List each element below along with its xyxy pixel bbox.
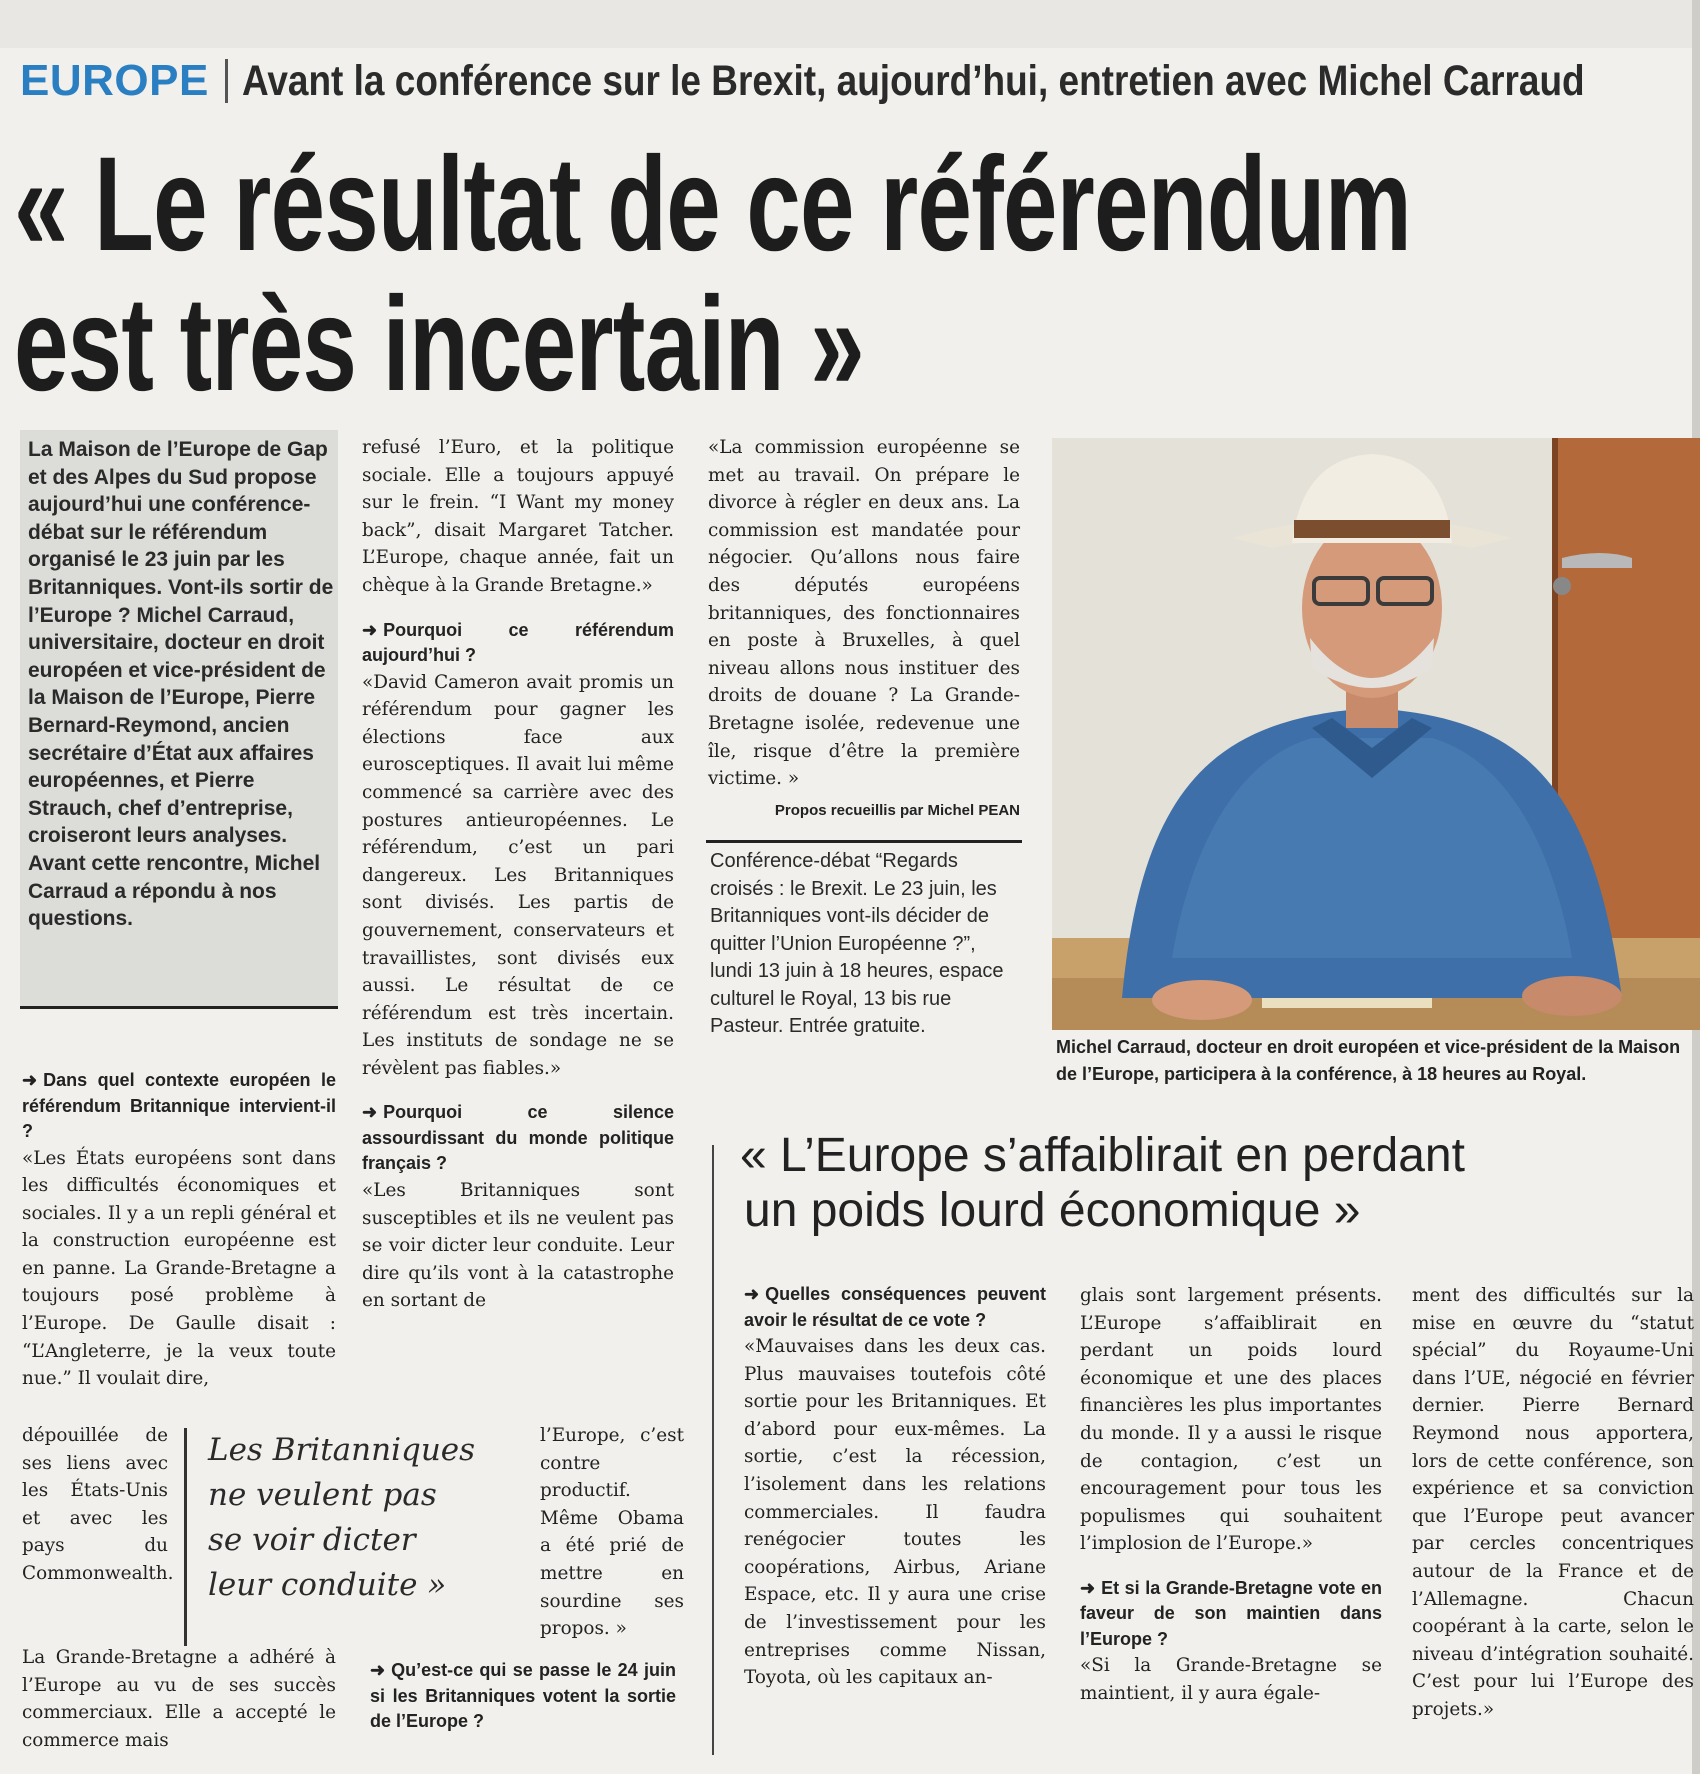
question-4-text: Qu’est-ce qui se passe le 24 juin si les Britanniques votent la sortie de l’Europe ? [370, 1660, 676, 1731]
section-2-question-1-text: Quelles conséquences peuvent avoir le résultat de ce vote ? [744, 1284, 1046, 1330]
section-2-rule [712, 1145, 714, 1755]
portrait-photo [1052, 438, 1700, 1030]
pullquote-line-2: ne veulent pas [208, 1477, 437, 1513]
subheading: Avant la conférence sur le Brexit, aujourd’hui, entretien avec Michel Carraud [241, 56, 1585, 105]
section-2-title [740, 1128, 1700, 1238]
column-2 [362, 434, 674, 1315]
arrow-icon: ➜ [362, 619, 378, 640]
pullquote-line-1: Les Britanniques [208, 1432, 476, 1468]
pullquote-rule [184, 1428, 187, 1646]
answer-2: «David Cameron avait promis un référendum pour gagner les élections face aux eurosceptiques. Il avait lui même commencé sa carrière avec des postures antieuropéennes. Le référendum, c’est un pari dangereux. Les Britanniques sont divisés. Les partis de gouvernement, conservateurs et travaillistes, sont divisés eux aussi. Le résultat de ce référendum est très incertain. Les instituts de sondage ne se révèlent pas fiables.» [362, 671, 674, 1079]
answer-3-narrow: l’Europe, c’est contre productif. Même Obama a été prié de mettre en sourdine ses propos. » [540, 1425, 684, 1640]
answer-1: «Les États européens sont dans les difficultés économiques et sociales. Il y a un repli général et la construction européenne est en panne. La Grande-Bretagne a toujours posé problème à l’Europe. De Gaulle disait : “L’Angleterre, je la veux toute nue.” Il voulait dire, [22, 1147, 336, 1390]
answer-4: «La commission européenne se met au travail. On prépare le divorce à régler en deux ans. La commission est mandatée pour négocier. Qu’allons nous faire des députés européens britanniques, des fonctionnaires en poste à Bruxelles, à quel niveau allons nous instituer des droits de douane ? La Grande-Bretagne isolée, redevenue une île, risque d’être la première victime. » [708, 437, 1020, 790]
arrow-icon: ➜ [1080, 1577, 1096, 1598]
arrow-icon: ➜ [370, 1660, 386, 1680]
column-2-bottom [370, 1658, 676, 1735]
arrow-icon: ➜ [744, 1284, 760, 1304]
previous-article-strip [0, 0, 1700, 48]
section-kicker: EUROPE [20, 56, 209, 105]
pullquote [208, 1428, 498, 1608]
question-2 [362, 618, 674, 669]
answer-1-continued: refusé l’Euro, et la politique sociale. Elle a toujours appuyé sur le frein. “I Want my money back”, disait Margaret Tatcher. L’Europe, chaque année, fait un chèque à la Grande Bretagne.» [362, 437, 674, 596]
section-2-question-2 [1080, 1576, 1382, 1653]
kicker-divider [225, 59, 228, 103]
section-2-answer-1-continued: glais sont largement présents. L’Europe s’affaiblirait en perdant un poids lourd économique et une des places financières les plus importantes du monde. Il y a aussi le risque de contagion, c’est un encouragement pour tous les populismes qui souhaitent l’implosion de l’Europe.» [1080, 1285, 1382, 1555]
section-2-title-line-2: un poids lourd économique » [744, 1184, 1361, 1237]
answer-1-narrow: dépouillée de ses liens avec les États-Unis et avec les pays du Commonwealth. [22, 1425, 174, 1584]
column-1-tail [22, 1644, 336, 1754]
kicker-row [20, 56, 1700, 116]
question-1-text: Dans quel contexte européen le référendum Britannique intervient-il ? [22, 1070, 336, 1141]
question-1 [22, 1068, 336, 1145]
question-4 [370, 1658, 676, 1735]
lead-rule [20, 1006, 338, 1009]
question-3 [362, 1100, 674, 1177]
lead-paragraph: La Maison de l’Europe de Gap et des Alpes du Sud propose aujourd’hui une conférence-débat sur le référendum organisé le 23 juin par les Britanniques. Vont-ils sortir de l’Europe ? Michel Carraud, universitaire, docteur en droit européen et vice-président de la Maison de l’Europe, Pierre Bernard-Reymond, ancien secrétaire d’État aux affaires européennes, et Pierre Strauch, chef d’entreprise, croiseront leurs analyses. Avant cette rencontre, Michel Carraud a répondu à nos questions. [28, 438, 334, 931]
pullquote-line-3: se voir dicter [208, 1522, 416, 1558]
question-3-text: Pourquoi ce silence assourdissant du monde politique français ? [362, 1102, 674, 1174]
section-2-answer-2-start: «Si la Grande-Bretagne se maintient, il y aura égale- [1080, 1655, 1382, 1705]
arrow-icon: ➜ [22, 1070, 38, 1090]
column-3 [708, 434, 1020, 824]
answer-1-tail: La Grande-Bretagne a adhéré à l’Europe au vu de ses succès commerciaux. Elle a accepté le commerce mais [22, 1647, 336, 1751]
photo-caption: Michel Carraud, docteur en droit européen et vice-président de la Maison de l’Europe, participera à la conférence, à 18 heures au Royal. [1056, 1037, 1681, 1084]
section-2-column-2 [1080, 1282, 1382, 1708]
pullquote-line-4: leur conduite » [208, 1567, 447, 1603]
section-2-answer-2-continued: ment des difficultés sur la mise en œuvre du “statut spécial” du Royaume-Uni dans l’UE, négocié en février dernier. Pierre Bernard Reymond nous apportera, lors de cette conférence, son expérience et sa conviction que l’Europe peut avancer par cercles concentriques autour de la France et de l’Allemagne. Chacun coopérant à la carte, selon le niveau d’intégration souhaité. C’est pour lui l’Europe des projets.» [1412, 1285, 1694, 1720]
section-2-column-1 [744, 1282, 1046, 1692]
column-1 [22, 1068, 336, 1393]
headline-line-2: est très incertain » [14, 270, 864, 419]
section-2-answer-1: «Mauvaises dans les deux cas. Plus mauvaises toutefois côté sortie pour les Britanniques. Et d’abord pour eux-mêmes. La sortie, c’est la récession, l’isolement dans les relations commerciales. Il faudra renégocier toutes les coopérations, Airbus, Ariane Espace, etc. Il y aura une crise de l’investissement pour les entreprises comme Nissan, Toyota, où les capitaux an- [744, 1336, 1046, 1689]
signature: Propos recueillis par Michel PEAN [774, 801, 1020, 819]
info-rule [706, 840, 1022, 843]
question-2-text: Pourquoi ce référendum aujourd’hui ? [362, 619, 674, 666]
column-2-narrow [540, 1422, 684, 1643]
column-1-narrow [22, 1422, 174, 1588]
section-2-question-2-text: Et si la Grande-Bretagne vote en faveur de son maintien dans l’Europe ? [1080, 1577, 1382, 1649]
headline-line-1: « Le résultat de ce référendum [14, 130, 1412, 279]
arrow-icon: ➜ [362, 1102, 378, 1123]
event-info: Conférence-débat “Regards croisés : le Brexit. Le 23 juin, les Britanniques vont-ils décider de quitter l’Union Européenne ?”, lundi 13 juin à 18 heures, espace culturel le Royal, 13 bis rue Pasteur. Entrée gratuite. [710, 850, 1004, 1037]
section-2-title-line-1: « L’Europe s’affaiblirait en perdant [740, 1129, 1465, 1182]
section-2-column-3 [1412, 1282, 1694, 1724]
section-2-question-1 [744, 1282, 1046, 1333]
answer-3: «Les Britanniques sont susceptibles et ils ne veulent pas se voir dicter leur conduite. Leur dire qu’ils vont à la catastrophe en sortant de [362, 1179, 674, 1312]
